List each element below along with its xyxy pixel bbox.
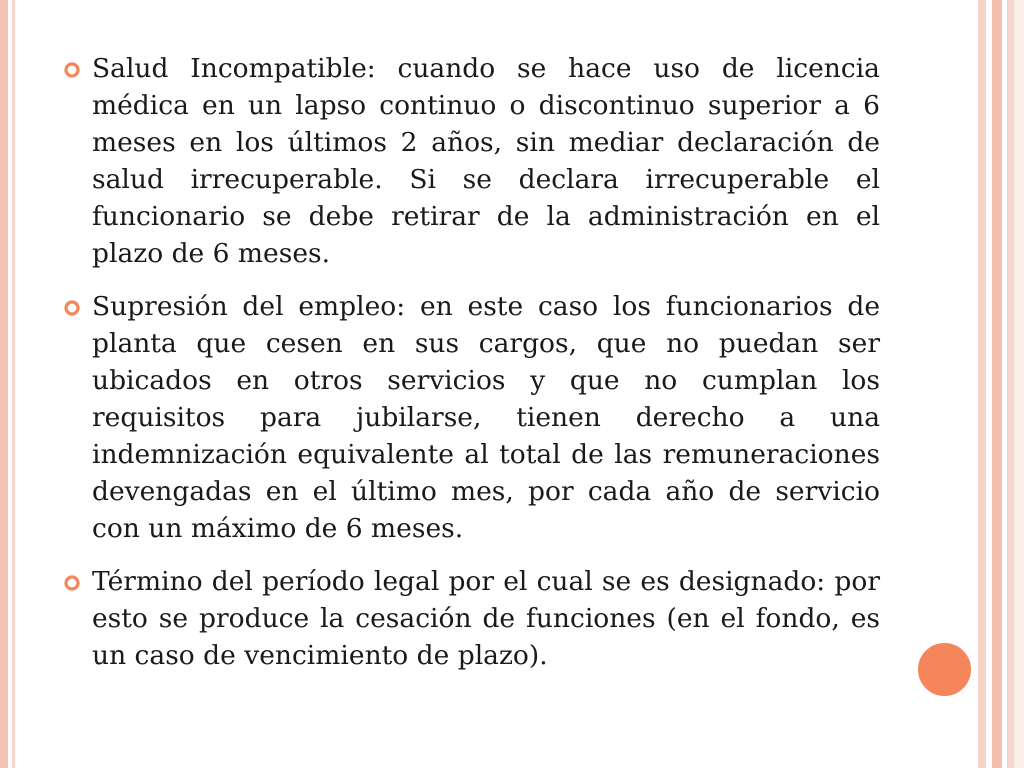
orange-ring-bullet-icon — [62, 573, 82, 593]
left-decorative-stripe — [0, 0, 8, 768]
bullet-text: Supresión del empleo: en este caso los funcionarios de planta que cesen en sus cargos, que no puedan ser ubicados en otros servicios y que no cumplan los requisitos para jubilarse, tienen derecho a una indemnización equivalente al total de las remuneraciones devengadas en el último mes, por cada año de servicio con un máximo de 6 meses. — [92, 291, 880, 544]
bullet-item-supresion-empleo — [62, 288, 880, 547]
orange-ring-bullet-icon — [62, 60, 82, 80]
slide-content — [62, 50, 880, 690]
bullet-list — [62, 50, 880, 674]
right-decorative-stripe-4 — [1014, 0, 1024, 768]
orange-ring-bullet-icon — [62, 298, 82, 318]
orange-circle-decoration — [914, 639, 975, 700]
right-decorative-stripe-1 — [978, 0, 986, 768]
bullet-text: Término del período legal por el cual se es designado: por esto se produce la cesación de funciones (en el fondo, es un caso de vencimiento de plazo). — [92, 566, 880, 671]
left-decorative-stripe-thin — [12, 0, 15, 768]
bullet-item-salud-incompatible — [62, 50, 880, 272]
bullet-text: Salud Incompatible: cuando se hace uso de licencia médica en un lapso continuo o discontinuo superior a 6 meses en los últimos 2 años, sin mediar declaración de salud irrecuperable. Si se declara irrecuperable el funcionario se debe retirar de la administración en el plazo de 6 meses. — [92, 53, 880, 269]
right-decorative-stripe-3 — [1007, 0, 1014, 768]
bullet-item-termino-periodo — [62, 563, 880, 674]
right-decorative-stripe-2 — [992, 0, 1002, 768]
